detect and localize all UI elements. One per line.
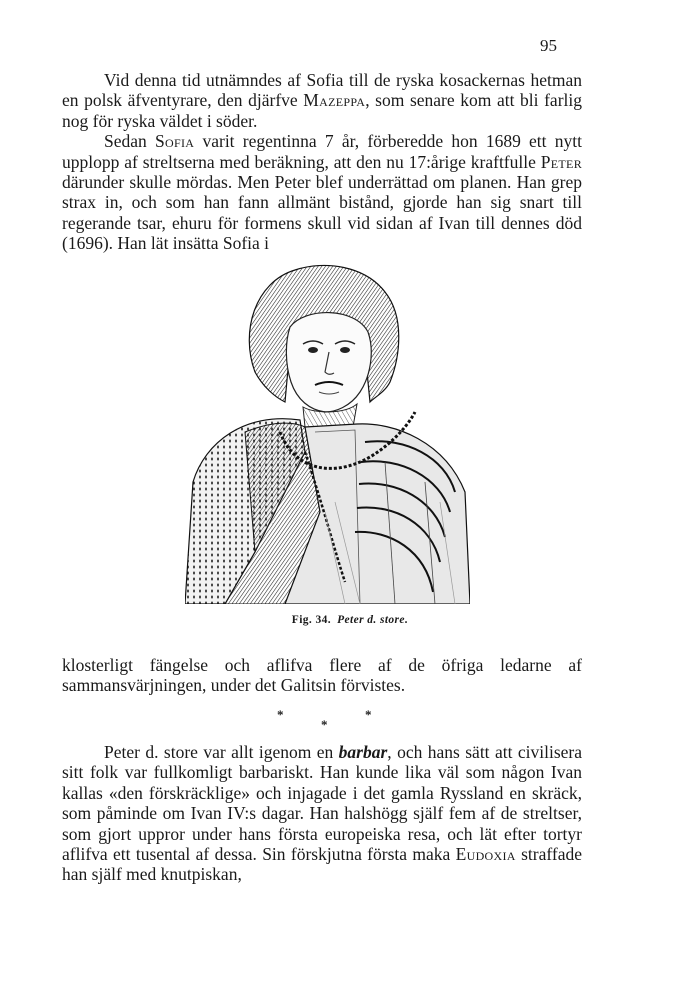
emphasis-barbar: barbar bbox=[338, 742, 388, 762]
name-eudoxia: Eudoxia bbox=[455, 844, 516, 865]
paragraph-2 bbox=[62, 131, 582, 253]
paragraph-1-text: Vid denna tid utnämndes af Sofia till de ryska kosackernas hetman en polsk äfventyrare, den djärfve bbox=[62, 70, 582, 111]
paragraph-4-text-b: , och hans sätt att civilisera sitt folk var fullkomligt barbariskt. Han kunde lika väl som någon Ivan kallas «den förskräcklige» och injagade i det gamla Ryssland en skräck, som påminde om Ivan IV:s dagar. Han halshögg själf fem af de streltser, som gjort uppror under hans första europeiska resa, och lät efter tortyr aflifva ett tusental af dessa. Sin förskjutna första maka bbox=[62, 742, 582, 865]
paragraph-3: klosterligt fängelse och aflifva flere af de öfriga ledarne af sammansvärjningen, under det Galitsin förvistes. bbox=[62, 655, 582, 696]
paragraph-4-text-c: straffade han själf med knutpiskan, bbox=[62, 844, 582, 885]
text-block-bottom bbox=[62, 742, 582, 885]
paragraph-1-end: , som senare kom att bli farlig nog för ryska väldet i söder. bbox=[62, 90, 582, 131]
section-separator bbox=[0, 707, 700, 737]
separator-star: * bbox=[365, 707, 372, 722]
figure-title: Peter d. store. bbox=[337, 614, 409, 626]
face-shape bbox=[286, 313, 371, 412]
figure-caption bbox=[0, 614, 700, 626]
paragraph-1 bbox=[62, 70, 582, 131]
page-number: 95 bbox=[540, 36, 557, 55]
text-block-top bbox=[62, 70, 582, 254]
paragraph-2-text-a: Sedan bbox=[104, 131, 155, 152]
name-peter: Peter bbox=[540, 151, 582, 172]
paragraph-2-text-c: därunder skulle mördas. Men Peter blef underrättad om planen. Han grep strax in, och som han fann allmänt bistånd, gjorde han sig snart till regerande tsar, ehuru för formens skull vid sidan af Ivan till dennes död (1696). Han lät insätta Sofia i bbox=[62, 172, 582, 254]
paragraph-2-text-b: varit regentinna 7 år, förberedde hon 1689 ett nytt upplopp af streltserna med beräkning, att den nu 17:årige kraftfulle bbox=[62, 131, 582, 172]
name-sofia: Sofia bbox=[155, 131, 195, 152]
paragraph-4 bbox=[62, 742, 582, 885]
separator-star: * bbox=[321, 717, 328, 732]
name-mazeppa: Mazeppa bbox=[303, 90, 366, 111]
separator-star: * bbox=[277, 707, 284, 722]
figure-label: Fig. 34. bbox=[291, 614, 332, 626]
paragraph-4-text-a: Peter d. store var allt igenom en bbox=[104, 742, 339, 762]
portrait-figure bbox=[185, 252, 470, 604]
text-block-middle bbox=[62, 655, 582, 696]
portrait-engraving bbox=[185, 252, 470, 604]
